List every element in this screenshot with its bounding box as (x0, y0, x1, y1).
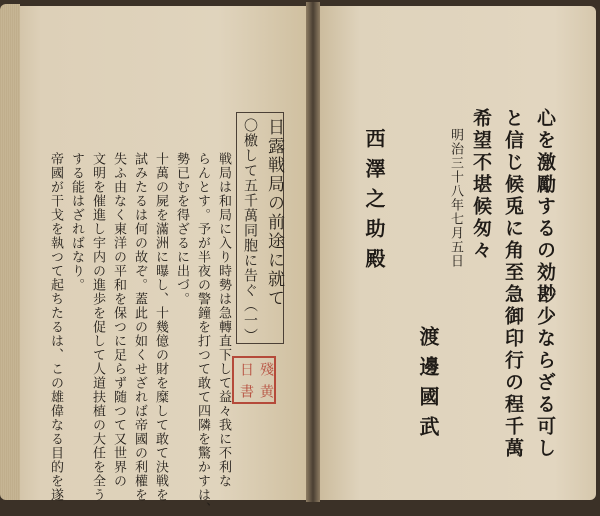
sender-name: 渡邊國武 (416, 326, 440, 446)
body-line: 十萬の屍を滿洲に曝し、十幾億の財を糜して敢て決戦を (153, 152, 168, 502)
seal-char: 日 (238, 362, 254, 376)
letter-date: 明治三十八年七月五日 (448, 128, 463, 268)
seal-char: 書 (238, 384, 254, 398)
body-line: 失ふ由なく東洋の平和を保つに足らず随つて又世界の (111, 152, 126, 488)
body-line: らんとす。予が半夜の警鐘を打つて敢て四隣を驚かすは、 (195, 152, 210, 516)
letter-line: と信じ候兎に角至急御印行の程千萬 (502, 108, 524, 460)
seal-char: 殘 (258, 362, 274, 376)
body-line: 勢已むを得ざるに出づ。 (174, 152, 189, 306)
body-line: 文明を催進し宇内の進歩を促して人道扶植の大任を全う (90, 152, 105, 502)
section-title: 日露戦局の前途に就て (264, 118, 284, 308)
recipient-name: 西澤之助殿 (362, 128, 386, 278)
body-line: する能はざればなり。 (69, 152, 84, 292)
letter-line: 心を激勵するの効尠少ならざる可し (534, 108, 556, 460)
library-seal-stamp (232, 356, 276, 404)
body-line: 戦局は和局に入り時勢は急轉直下して益々我に不利な (216, 152, 231, 488)
section-subtitle: 〇檄して五千萬同胞に告ぐ（一） (242, 118, 258, 343)
body-line: 帝國が干戈を執つて起ちたるは、この雄偉なる目的を遂 (48, 152, 63, 502)
book-gutter (306, 2, 320, 502)
seal-char: 黄 (258, 384, 274, 398)
body-line: 試みたるは何の故ぞ。蓋此の如くせざれば帝國の利權を (132, 152, 147, 502)
letter-line: 希望不堪候匆々 (470, 108, 492, 262)
page-edges (0, 4, 20, 500)
